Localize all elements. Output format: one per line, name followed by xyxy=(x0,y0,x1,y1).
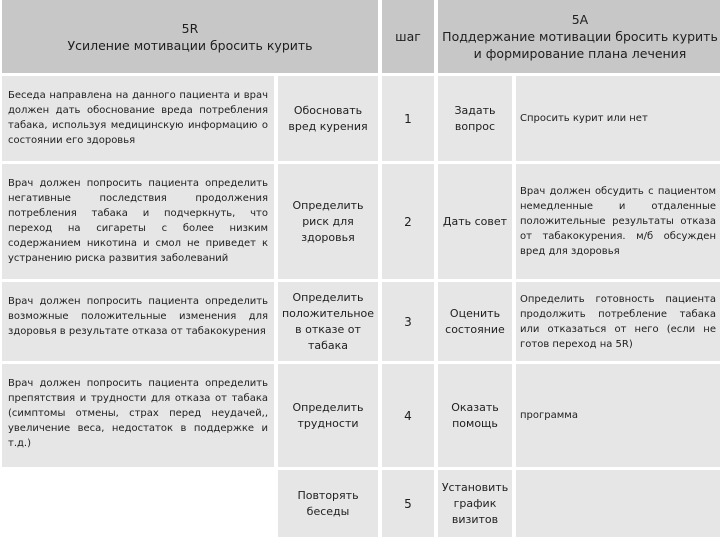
row-4-detail-5a: программа xyxy=(516,364,720,470)
row-1-action-5a: Задать вопрос xyxy=(438,76,512,164)
row-3-step: 3 xyxy=(382,282,434,364)
row-1-detail-5a: Спросить курит или нет xyxy=(516,76,720,164)
header-5r xyxy=(2,0,378,76)
row-5-action-5a: Установить график визитов xyxy=(438,470,512,540)
row-4-step: 4 xyxy=(382,364,434,470)
row-5-step: 5 xyxy=(382,470,434,540)
row-2-step: 2 xyxy=(382,164,434,282)
row-3-description: Врач должен попросить пациента определить возможные положительные изменения для здоровья в результате отказа от табакокурения xyxy=(2,282,274,364)
header-5a-title: 5А xyxy=(571,12,589,27)
header-5a xyxy=(438,0,720,76)
row-4-action-5a: Оказать помощь xyxy=(438,364,512,470)
header-5r-title: 5R xyxy=(181,20,199,36)
row-5-detail-5a xyxy=(516,470,720,540)
row-5-action-5r: Повторять беседы xyxy=(278,470,378,540)
row-4-action-5r: Определить трудности xyxy=(278,364,378,470)
row-1-action-5r: Обосновать вред курения xyxy=(278,76,378,164)
header-5r-subtitle: Усиление мотивации бросить курить xyxy=(67,37,313,53)
row-3-action-5a: Оценить состояние xyxy=(438,282,512,364)
header-5a-subtitle: Поддержание мотивации бросить курить и формирование плана лечения xyxy=(442,29,718,61)
row-3-action-5r: Определить положительное в отказе от табака xyxy=(278,282,378,364)
row-2-detail-5a: Врач должен обсудить с пациентом немедленные и отдаленные положительные результаты отказа от табакокурения. м/б обсужден вред для здоровья xyxy=(516,164,720,282)
row-2-action-5r: Определить риск для здоровья xyxy=(278,164,378,282)
row-3-detail-5a: Определить готовность пациента продолжить потребление табака или отказаться от него (если не готов переход на 5R) xyxy=(516,282,720,364)
row-2-description: Врач должен попросить пациента определить негативные последствия продолжения потребления табака и подчеркнуть, что переход на сигареты с более низким содержанием никотина и смол не приведет к устранению риска развития заболеваний xyxy=(2,164,274,282)
row-2-action-5a: Дать совет xyxy=(438,164,512,282)
row-1-step: 1 xyxy=(382,76,434,164)
header-step: шаг xyxy=(382,0,434,76)
row-1-description: Беседа направлена на данного пациента и врач должен дать обоснование вреда потребления табака, используя медицинскую информацию о состоянии его здоровья xyxy=(2,76,274,164)
row-4-description: Врач должен попросить пациента определить препятствия и трудности для отказа от табака (симптомы отмены, страх перед неудачей,, увеличение веса, недостаток в поддержке и т.д.) xyxy=(2,364,274,470)
row-5-description xyxy=(2,470,274,540)
